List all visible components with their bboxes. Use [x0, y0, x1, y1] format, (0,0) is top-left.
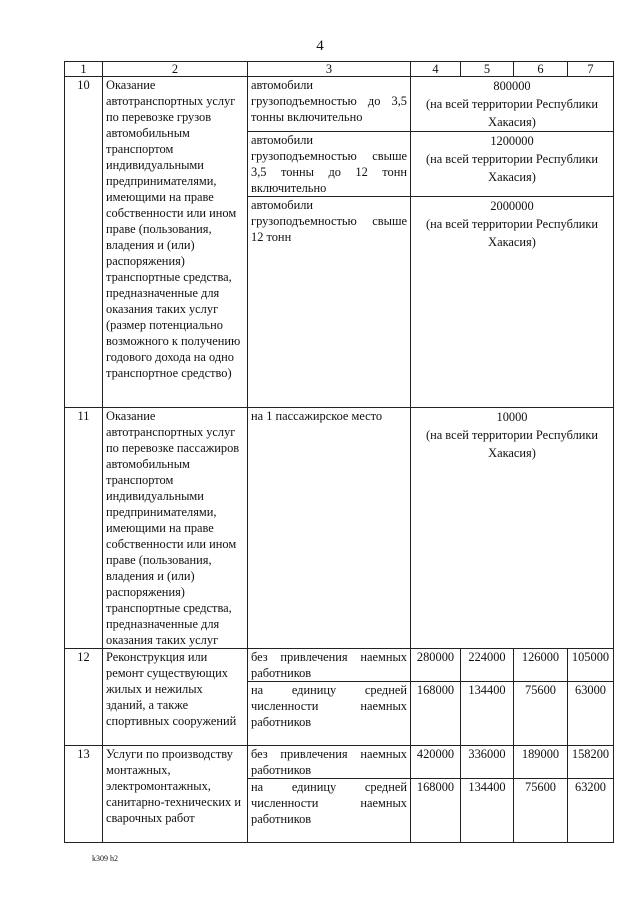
header-cell: 6 [514, 62, 568, 77]
page-number: 4 [316, 38, 324, 54]
amount-cell [411, 132, 614, 197]
value-cell: 134400 [461, 682, 514, 746]
activity-description: Услуги по производству монтажных, электромонтажных, санитарно-технических и сварочных работ [103, 746, 248, 843]
header-cell: 1 [65, 62, 103, 77]
table-row [65, 77, 614, 132]
tax-rates-table [64, 61, 614, 843]
value-cell: 126000 [514, 649, 568, 682]
territory-note: (на всей территории Республики Хакасия) [425, 428, 599, 460]
value-cell: 63200 [568, 779, 614, 843]
value-cell: 105000 [568, 649, 614, 682]
row-number: 11 [65, 408, 103, 649]
value-cell: 75600 [514, 682, 568, 746]
value-cell: 189000 [514, 746, 568, 779]
amount-cell [411, 77, 614, 132]
value-cell: 63000 [568, 682, 614, 746]
condition-cell: без привлечения наемных работников [248, 746, 411, 779]
value-cell: 168000 [411, 779, 461, 843]
header-cell: 7 [568, 62, 614, 77]
amount-value: 10000 [496, 410, 528, 424]
header-cell: 5 [461, 62, 514, 77]
territory-note: (на всей территории Республики Хакасия) [425, 217, 599, 249]
condition-cell: автомобили грузоподъемностью до 3,5 тонны включительно [248, 77, 411, 132]
footer-code: k309 h2 [92, 854, 118, 863]
condition-cell: на единицу средней численности наемных работников [248, 779, 411, 843]
activity-description: Оказание автотранспортных услуг по перевозке пассажиров автомобильным транспортом индивидуальными предпринимателями, имеющими на праве собственности или ином праве (пользования, владения и (или) распоряжения) транспортные средства, предназначенные для оказания таких услуг [103, 408, 248, 649]
amount-cell [411, 197, 614, 408]
header-row [65, 62, 614, 77]
amount-value: 2000000 [490, 199, 534, 213]
condition-cell: автомобили грузоподъемностью свыше 12 тонн [248, 197, 411, 408]
row-number: 13 [65, 746, 103, 843]
header-cell: 3 [248, 62, 411, 77]
table-row [65, 649, 614, 682]
activity-description: Оказание автотранспортных услуг по перевозке грузов автомобильным транспортом индивидуальными предпринимателями, имеющими на праве собственности или ином праве (пользования, владения и (или) распоряжения) транспортные средства, предназначенные для оказания таких услуг (размер потенциально возможного к получению годового дохода на одно транспортное средство) [103, 77, 248, 408]
condition-cell: автомобили грузоподъемностью свыше 3,5 тонны до 12 тонн включительно [248, 132, 411, 197]
table-row [65, 746, 614, 779]
value-cell: 336000 [461, 746, 514, 779]
value-cell: 420000 [411, 746, 461, 779]
condition-cell: без привлечения наемных работников [248, 649, 411, 682]
value-cell: 168000 [411, 682, 461, 746]
territory-note: (на всей территории Республики Хакасия) [425, 97, 599, 129]
header-cell: 2 [103, 62, 248, 77]
value-cell: 280000 [411, 649, 461, 682]
row-number: 12 [65, 649, 103, 746]
activity-description: Реконструкция или ремонт существующих жилых и нежилых зданий, а также спортивных сооружений [103, 649, 248, 746]
amount-value: 1200000 [490, 134, 534, 148]
value-cell: 158200 [568, 746, 614, 779]
condition-cell: на 1 пассажирское место [248, 408, 411, 649]
value-cell: 224000 [461, 649, 514, 682]
value-cell: 134400 [461, 779, 514, 843]
amount-cell [411, 408, 614, 649]
value-cell: 75600 [514, 779, 568, 843]
header-cell: 4 [411, 62, 461, 77]
table-row [65, 408, 614, 649]
row-number: 10 [65, 77, 103, 408]
amount-value: 800000 [493, 79, 531, 93]
condition-cell: на единицу средней численности наемных работников [248, 682, 411, 746]
territory-note: (на всей территории Республики Хакасия) [425, 152, 599, 184]
